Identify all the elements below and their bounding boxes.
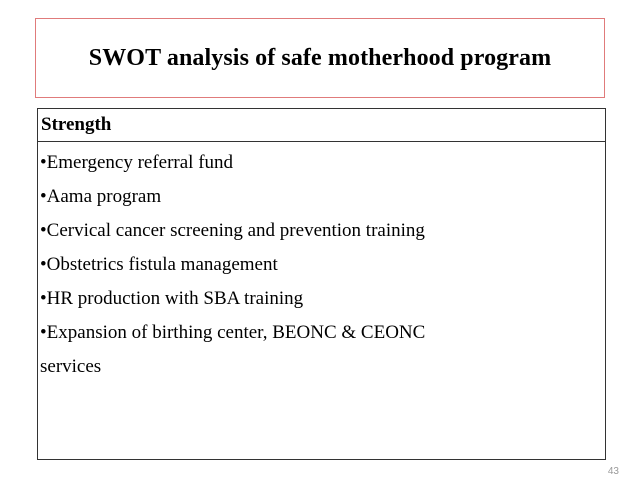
bullet-continuation — [40, 350, 605, 384]
bullet-item — [40, 214, 605, 248]
bullet-continuation-text: services — [40, 356, 102, 377]
bullet-text: HR production with SBA training — [46, 288, 304, 309]
bullet-mark: • — [40, 152, 47, 173]
bullet-text: Expansion of birthing center, BEONC & CEONC — [46, 322, 426, 343]
slide-title: SWOT analysis of safe motherhood program — [88, 44, 552, 71]
bullet-list — [38, 142, 605, 384]
bullet-text: Aama program — [46, 186, 162, 207]
bullet-item — [40, 180, 605, 214]
bullet-mark: • — [40, 220, 47, 241]
bullet-text: Emergency referral fund — [46, 152, 234, 173]
bullet-mark: • — [40, 288, 47, 309]
bullet-text: Obstetrics fistula management — [46, 254, 278, 275]
bullet-mark: • — [40, 322, 47, 343]
bullet-item — [40, 316, 605, 350]
title-box — [35, 18, 605, 98]
bullet-item — [40, 282, 605, 316]
bullet-mark: • — [40, 254, 47, 275]
page-number: 43 — [607, 466, 619, 477]
bullet-text: Cervical cancer screening and prevention training — [46, 220, 425, 241]
section-header-row — [38, 109, 605, 142]
content-table — [37, 108, 606, 460]
section-header: Strength — [41, 114, 112, 135]
bullet-item — [40, 146, 605, 180]
bullet-item — [40, 248, 605, 282]
bullet-mark: • — [40, 186, 47, 207]
